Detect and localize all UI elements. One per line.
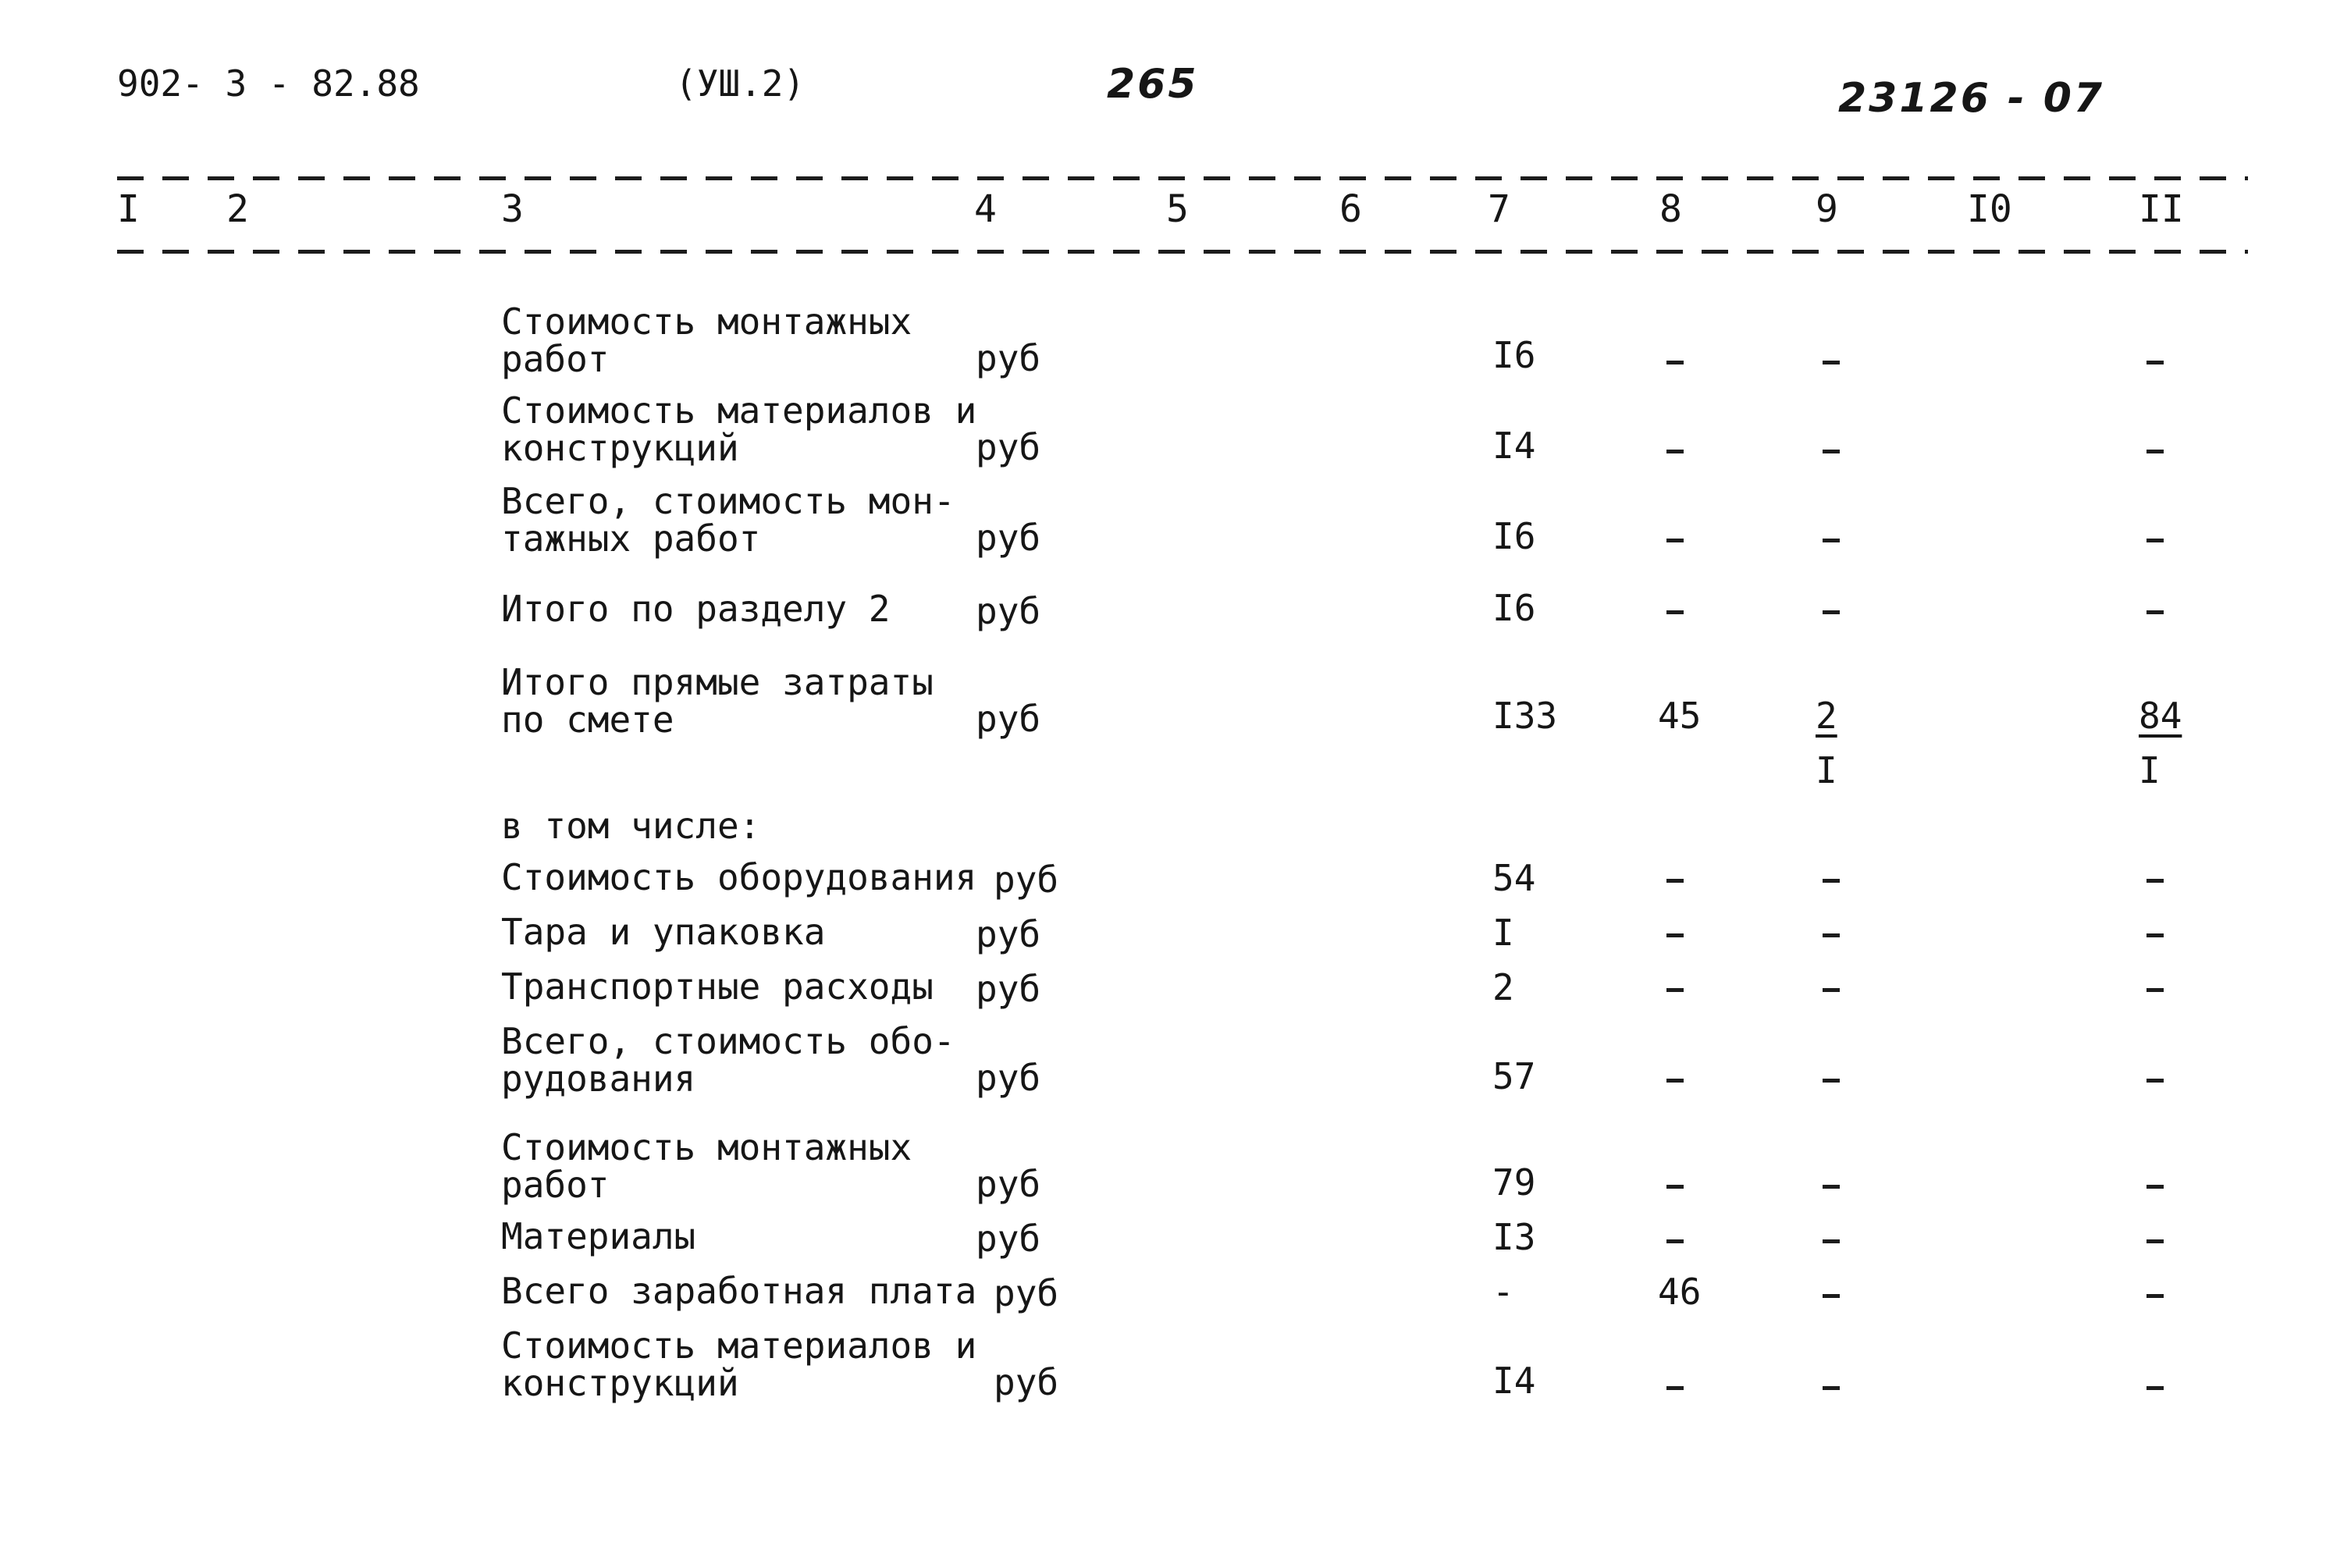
unit-cell: руб xyxy=(976,590,1041,632)
cell-col11-dash xyxy=(2146,988,2164,992)
cell-col8: 46 xyxy=(1658,1271,1702,1313)
row-label: Итого по разделу 2 xyxy=(501,588,891,630)
row-label: по смете xyxy=(501,699,674,741)
cell-col8-dash xyxy=(1666,988,1684,992)
unit-cell: руб xyxy=(976,1218,1041,1260)
cell-col11-dash xyxy=(2146,610,2164,614)
unit-cell: руб xyxy=(976,1163,1041,1205)
unit-cell: руб xyxy=(994,859,1059,901)
column-number: 2 xyxy=(226,187,249,231)
cell-col7: I3 xyxy=(1492,1216,1536,1258)
row-label: Всего, стоимость обо- xyxy=(501,1020,955,1062)
cell-col7: I6 xyxy=(1492,334,1536,376)
row-label: Тара и упаковка xyxy=(501,911,826,953)
row-label: работ xyxy=(501,338,610,380)
column-number: 3 xyxy=(501,187,524,231)
row-label: Материалы xyxy=(501,1215,696,1257)
column-number: 9 xyxy=(1816,187,1838,231)
column-number: 8 xyxy=(1659,187,1682,231)
document-code: 902- 3 - 82.88 xyxy=(117,62,420,105)
cell-col8-dash xyxy=(1666,450,1684,453)
unit-cell: руб xyxy=(976,913,1041,955)
cell-col8-dash xyxy=(1666,933,1684,937)
unit-cell: руб xyxy=(976,698,1041,740)
column-number: 6 xyxy=(1339,187,1362,231)
cell-col11-dash xyxy=(2146,1294,2164,1298)
cell-col11-dash xyxy=(2146,1185,2164,1189)
unit-cell: руб xyxy=(976,517,1041,559)
cell-col9-dash xyxy=(1823,1386,1840,1390)
section-label: (УШ.2) xyxy=(675,62,806,105)
row-label: Стоимость монтажных xyxy=(501,300,912,343)
column-number: 5 xyxy=(1166,187,1189,231)
cell-col11-numerator: 84 xyxy=(2139,695,2182,737)
cell-col9-dash xyxy=(1823,988,1840,992)
row-label: конструкций xyxy=(501,1362,739,1404)
cell-col9-denominator: I xyxy=(1816,749,1837,791)
sheet-code: 23126 - 07 xyxy=(1838,75,2105,122)
cell-col7: 54 xyxy=(1492,857,1536,899)
cell-col7: - xyxy=(1492,1271,1514,1313)
cell-col11-dash xyxy=(2146,933,2164,937)
unit-cell: руб xyxy=(976,337,1041,379)
row-label: Стоимость материалов и xyxy=(501,1324,977,1367)
column-number: 4 xyxy=(974,187,997,231)
row-label: Стоимость монтажных xyxy=(501,1126,912,1168)
cell-col8-dash xyxy=(1666,610,1684,614)
cell-col9-dash xyxy=(1823,450,1840,453)
cell-col9-dash xyxy=(1823,539,1840,542)
cell-col9-dash xyxy=(1823,610,1840,614)
cell-col7: I6 xyxy=(1492,515,1536,557)
cell-col8-dash xyxy=(1666,1185,1684,1189)
cell-col11-dash xyxy=(2146,361,2164,364)
row-label: Транспортные расходы xyxy=(501,965,934,1008)
cell-col8-dash xyxy=(1666,539,1684,542)
cell-col8-dash xyxy=(1666,1079,1684,1083)
cell-col11-dash xyxy=(2146,879,2164,883)
column-number: I xyxy=(117,187,140,231)
header-top-rule xyxy=(117,176,2248,180)
cell-col8: 45 xyxy=(1658,695,1702,737)
column-number: 7 xyxy=(1488,187,1510,231)
unit-cell: руб xyxy=(994,1361,1059,1403)
cell-col7: I33 xyxy=(1492,695,1558,737)
header-bottom-rule xyxy=(117,250,2248,254)
cell-col11-dash xyxy=(2146,1239,2164,1243)
cell-col9-dash xyxy=(1823,1185,1840,1189)
row-label: работ xyxy=(501,1164,610,1206)
cell-col9-dash xyxy=(1823,1239,1840,1243)
cell-col8-dash xyxy=(1666,361,1684,364)
row-label: Всего, стоимость мон- xyxy=(501,480,955,522)
cell-col7: I4 xyxy=(1492,425,1536,467)
cell-col9-numerator: 2 xyxy=(1816,695,1837,737)
page-number: 265 xyxy=(1107,61,1199,108)
row-label: Всего заработная плата xyxy=(501,1270,977,1312)
row-label: Стоимость оборудования xyxy=(501,856,977,898)
cell-col11-denominator: I xyxy=(2139,749,2161,791)
cell-col11-dash xyxy=(2146,1386,2164,1390)
cell-col7: 79 xyxy=(1492,1161,1536,1204)
cell-col9-dash xyxy=(1823,361,1840,364)
cell-col7: I6 xyxy=(1492,587,1536,629)
cell-col7: 2 xyxy=(1492,966,1514,1008)
cell-col7: I4 xyxy=(1492,1360,1536,1402)
row-label: конструкций xyxy=(501,427,739,469)
cell-col9-dash xyxy=(1823,1294,1840,1298)
cell-col9-dash xyxy=(1823,933,1840,937)
cell-col7: I xyxy=(1492,912,1514,954)
cell-col8-dash xyxy=(1666,1239,1684,1243)
cell-col9-dash xyxy=(1823,879,1840,883)
cell-col11-dash xyxy=(2146,1079,2164,1083)
column-number: II xyxy=(2139,187,2184,231)
cell-col9-dash xyxy=(1823,1079,1840,1083)
unit-cell: руб xyxy=(976,968,1041,1010)
cell-col11-dash xyxy=(2146,539,2164,542)
row-label: Итого прямые затраты xyxy=(501,661,934,703)
cell-col7: 57 xyxy=(1492,1055,1536,1097)
cell-col11-dash xyxy=(2146,450,2164,453)
cell-col8-dash xyxy=(1666,879,1684,883)
unit-cell: руб xyxy=(994,1272,1059,1314)
row-label: тажных работ xyxy=(501,517,761,560)
unit-cell: руб xyxy=(976,1057,1041,1099)
cell-col8-dash xyxy=(1666,1386,1684,1390)
row-label: Стоимость материалов и xyxy=(501,389,977,432)
unit-cell: руб xyxy=(976,426,1041,468)
column-number: I0 xyxy=(1967,187,2012,231)
section-subheading: в том числе: xyxy=(501,805,761,847)
row-label: рудования xyxy=(501,1058,696,1100)
